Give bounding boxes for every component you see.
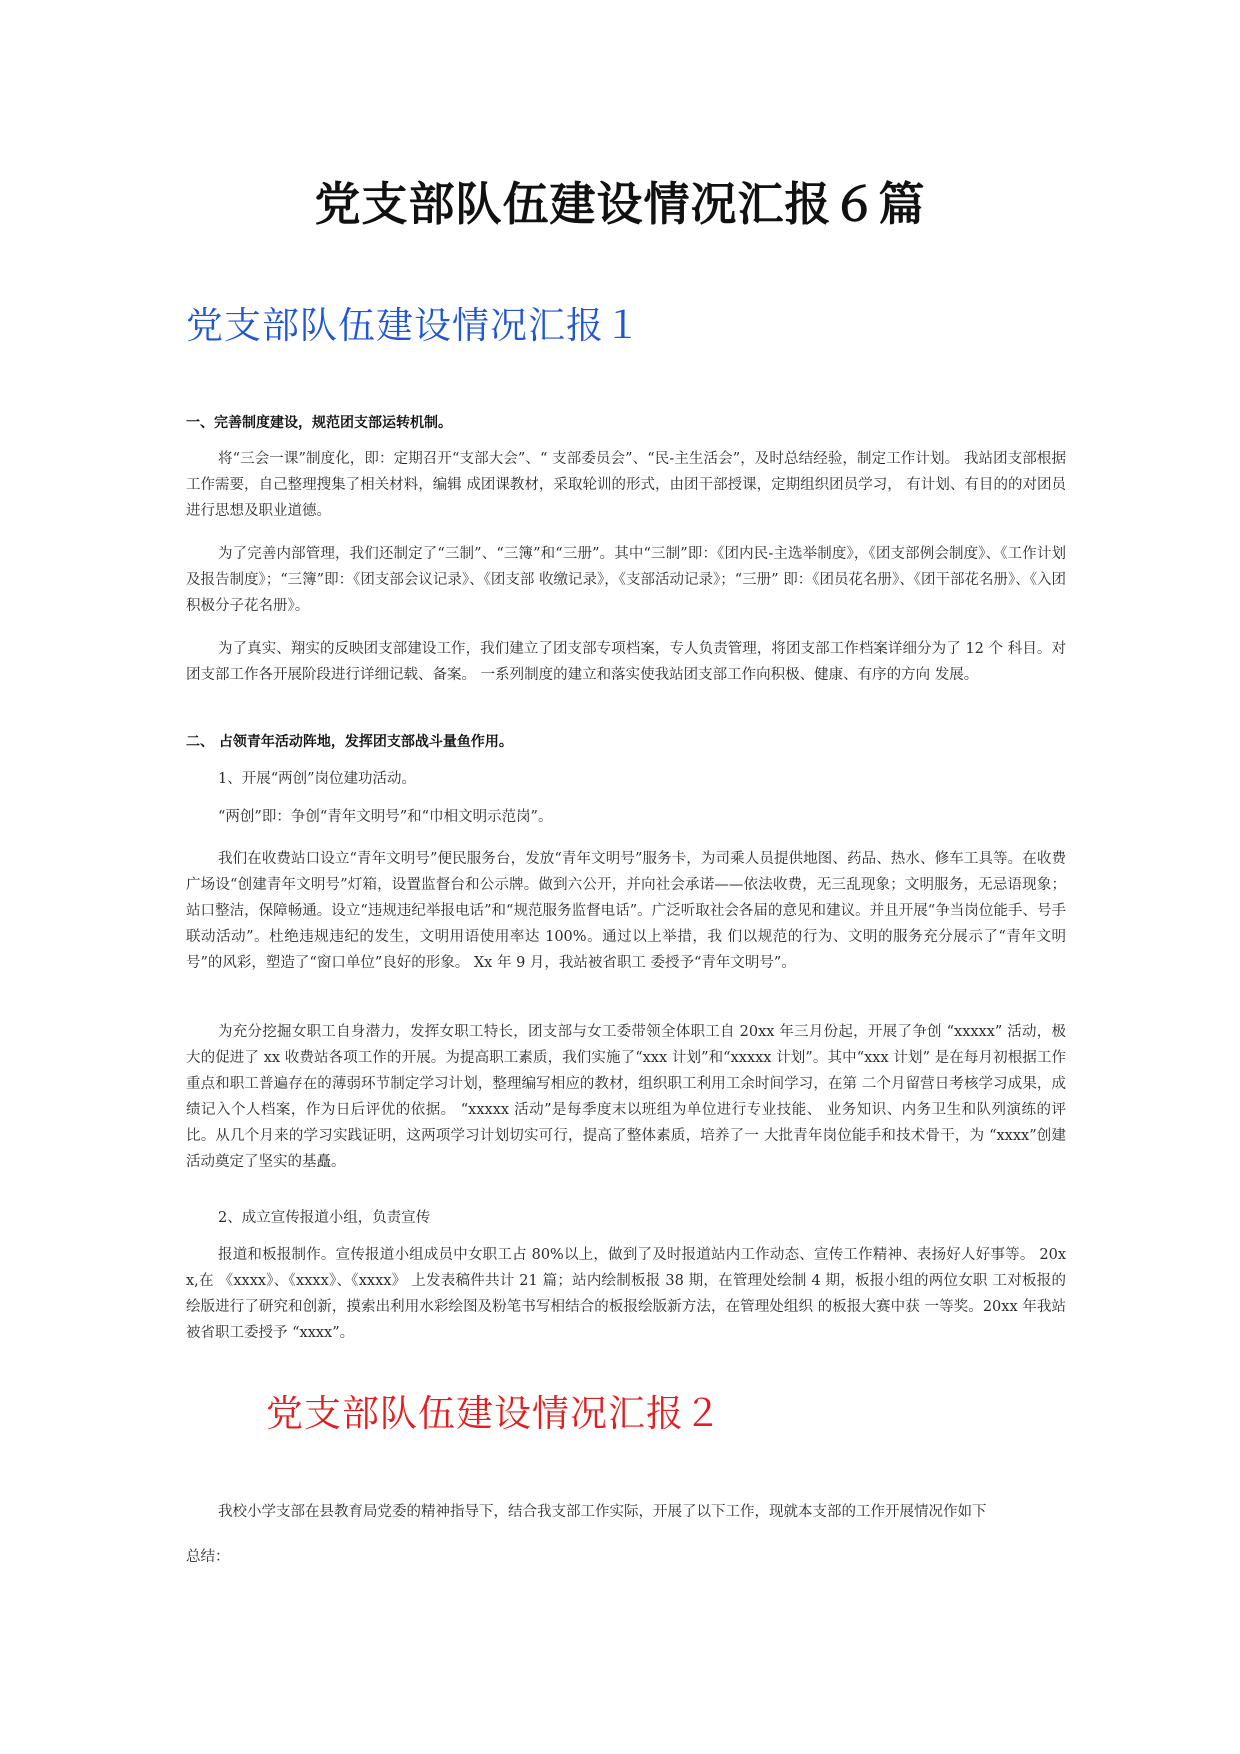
section-1-paragraph-4: 我们在收费站口设立“青年文明号”便民服务台，发放“青年文明号”服务卡，为司乘人员提供地图、药品、热水、修车工具等。在收费广场设“创建青年文明号”灯箱，设置监督台和公示牌。做到六公开，并向社会承诺——依法收费，无三乱现象；文明服务，无忌语现象；站口整洁，保障畅通。设立“违规违纪举报电话”和“规范服务监督电话”。广泛听取社会各届的意见和建议。并且开展“争当岗位能手、号手联动活动”。杜绝违规违纪的发生，文明用语使用率达 100%。通过以上举措，我 们以规范的行为、文明的服务充分展示了“青年文明号”的风彩，塑造了“窗口单位”良好的形象。 Xx 年 9 月，我站被省职工 委授予“青年文明号”。 xyxy=(186,851,1066,971)
section-2-paragraph-1-line-2: 总结： xyxy=(186,1549,230,1565)
document-title: 党支部队伍建设情况汇报６篇 xyxy=(314,177,926,231)
section-1-paragraph-2: 为了完善内部管理，我们还制定了“三制”、“三簿”和“三册”。其中“三制”即：《团内民-主选举制度》，《团支部例会制度》、《工作计划及报告制度》；“三簿”即：《团支部会议记录》、《团支部 收缴记录》，《支部活动记录》；“三册” 即：《团员花名册》、《团干部花名册》、《入团积极分子花名册》。 xyxy=(186,546,1066,614)
section-2-title: 党支部队伍建设情况汇报２ xyxy=(266,1392,722,1435)
section-1-item-2: 2、成立宣传报道小组，负责宣传 xyxy=(218,1210,431,1226)
section-1-paragraph-3: 为了真实、翔实的反映团支部建设工作，我们建立了团支部专项档案，专人负责管理，将团支部工作档案详细分为了 12 个 科目。对团支部工作各开展阶段进行详细记载、备案。 一系列制度的建立和落实使我站团支部工作向积极、健康、有序的方向 发展。 xyxy=(186,641,1066,683)
section-1-item-1-note: “两创”即：争创“青年文明号”和“巾相文明示范岗”。 xyxy=(218,809,553,825)
section-1-heading-2: 二、 占领青年活动阵地，发挥团支部战斗量鱼作用。 xyxy=(186,734,513,750)
section-1-title: 党支部队伍建设情况汇报１ xyxy=(186,304,642,347)
section-2-paragraph-1-line-1: 我校小学支部在县教育局党委的精神指导下，结合我支部工作实际，开展了以下工作，现就本支部的工作开展情况作如下 xyxy=(218,1504,987,1520)
section-1-paragraph-5: 为充分挖掘女职工自身潜力，发挥女职工特长，团支部与女工委带领全体职工自 20xx 年三月份起，开展了争创 “xxxxx” 活动，极大的促进了 xx 收费站各项工作的开展。为提高职工素质，我们实施了“xxx 计划”和“xxxxx 计划”。其中“xxx 计划” 是在每月初根据工作重点和职工普遍存在的薄弱环节制定学习计划，整理编写相应的教材，组织职工利用工余时间学习，在第 二个月留营日考核学习成果，成绩记入个人档案，作为日后评优的依据。 “xxxxx 活动”是每季度末以班组为单位进行专业技能、 业务知识、内务卫生和队列演练的评比。从几个月来的学习实践证明，这两项学习计划切实可行，提高了整体素质，培养了一 大批青年岗位能手和技术骨干，为 “xxxx”创建活动奠定了坚实的基矗。 xyxy=(186,1024,1066,1170)
section-1-paragraph-6: 报道和板报制作。宣传报道小组成员中女职工占 80%以上，做到了及时报道站内工作动态、宣传工作精神、表扬好人好事等。 20xx,在 《xxxx》、《xxxx》、《xxxx》 上发表稿件共计 21 篇；站内绘制板报 38 期，在管理处绘制 4 期，板报小组的两位女职 工对板报的绘版进行了研究和创新，摸索出利用水彩绘图及粉笔书写相结合的板报绘版新方法，在管理处组织 的板报大赛中获 一等奖。20xx 年我站被省职工委授予 “xxxx”。 xyxy=(186,1247,1066,1341)
section-1-item-1: 1、开展“两创”岗位建功活动。 xyxy=(218,771,417,787)
section-1-paragraph-1: 将“三会一课”制度化，即：定期召开“支部大会”、“ 支部委员会”、“民-主生活会”，及时总结经验，制定工作计划。 我站团支部根据工作需要，自己整理搜集了相关材料，编辑 成团课教材，采取轮训的形式，由团干部授课，定期组织团员学习， 有计划、有目的的对团员进行思想及职业道德。 xyxy=(186,451,1066,519)
section-1-heading-1: 一、完善制度建设，规范团支部运转机制。 xyxy=(186,415,452,431)
